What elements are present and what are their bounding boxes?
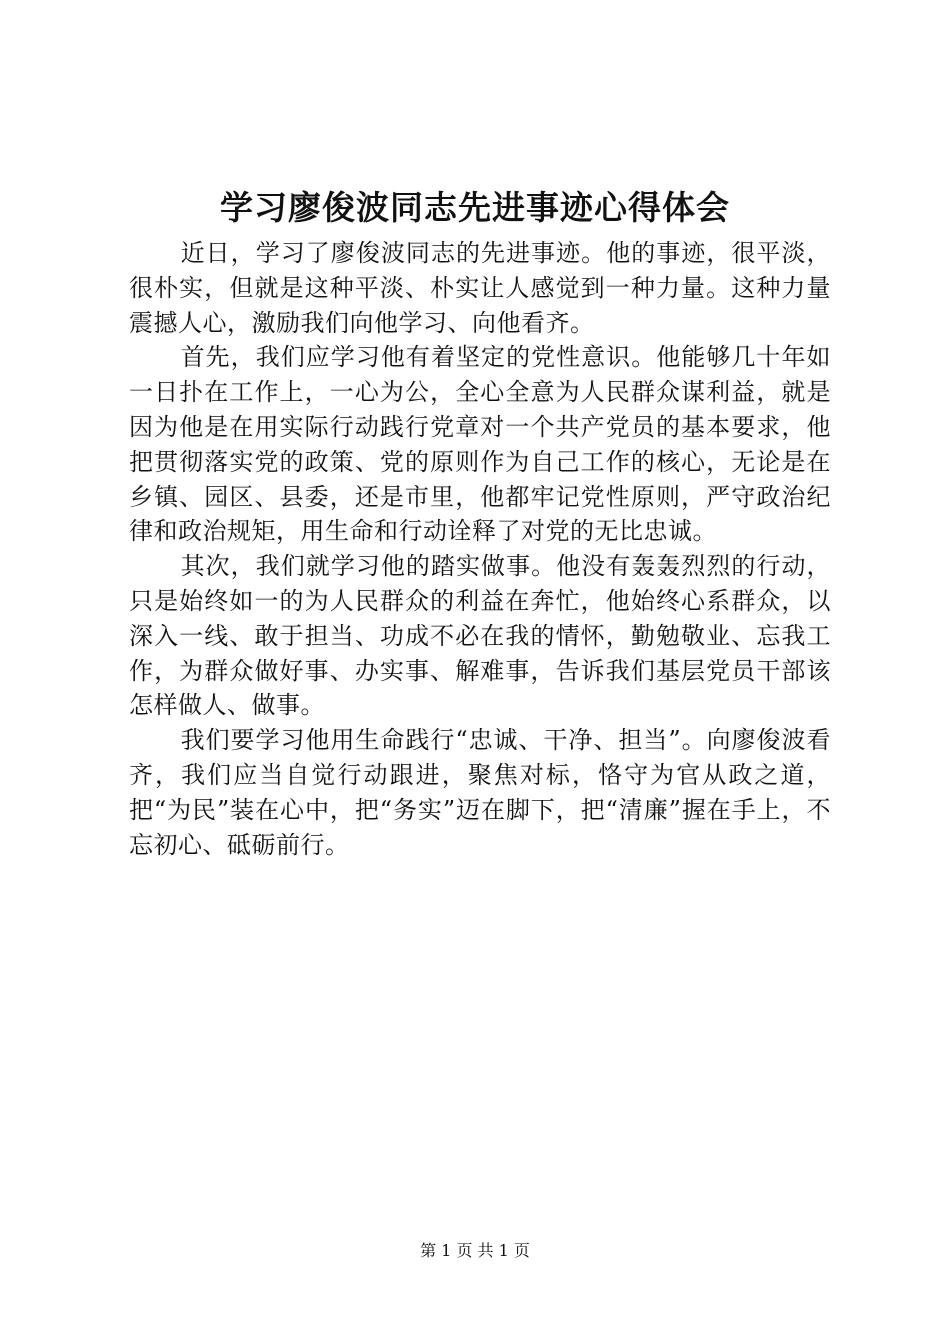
paragraph-4: 我们要学习他用生命践行“忠诚、干净、担当”。向廖俊波看齐，我们应当自觉行动跟进，聚焦对标，恪守为官从政之道，把“为民”装在心中，把“务实”迈在脚下，把“清廉”握在手上，不忘初心、砥砺前行。 <box>129 726 831 859</box>
paragraph-2: 首先，我们应学习他有着坚定的党性意识。他能够几十年如一日扑在工作上，一心为公，全心全意为人民群众谋利益，就是因为他是在用实际行动践行党章对一个共产党员的基本要求，他把贯彻落实党的政策、党的原则作为自己工作的核心，无论是在乡镇、园区、县委，还是市里，他都牢记党性原则，严守政治纪律和政治规矩，用生命和行动诠释了对党的无比忠诚。 <box>129 343 831 546</box>
document-body <box>129 236 831 862</box>
document-title: 学习廖俊波同志先进事迹心得体会 <box>220 188 730 227</box>
paragraph-3: 其次，我们就学习他的踏实做事。他没有轰轰烈烈的行动，只是始终如一的为人民群众的利益在奔忙，他始终心系群众，以深入一线、敢于担当、功成不必在我的情怀，勤勉敬业、忘我工作，为群众做好事、办实事、解难事，告诉我们基层党员干部该怎样做人、做事。 <box>129 552 831 720</box>
page-footer: 第 1 页 共 1 页 <box>420 1241 530 1260</box>
paragraph-1: 近日，学习了廖俊波同志的先进事迹。他的事迹，很平淡，很朴实，但就是这种平淡、朴实让人感觉到一种力量。这种力量震撼人心，激励我们向他学习、向他看齐。 <box>129 239 831 337</box>
